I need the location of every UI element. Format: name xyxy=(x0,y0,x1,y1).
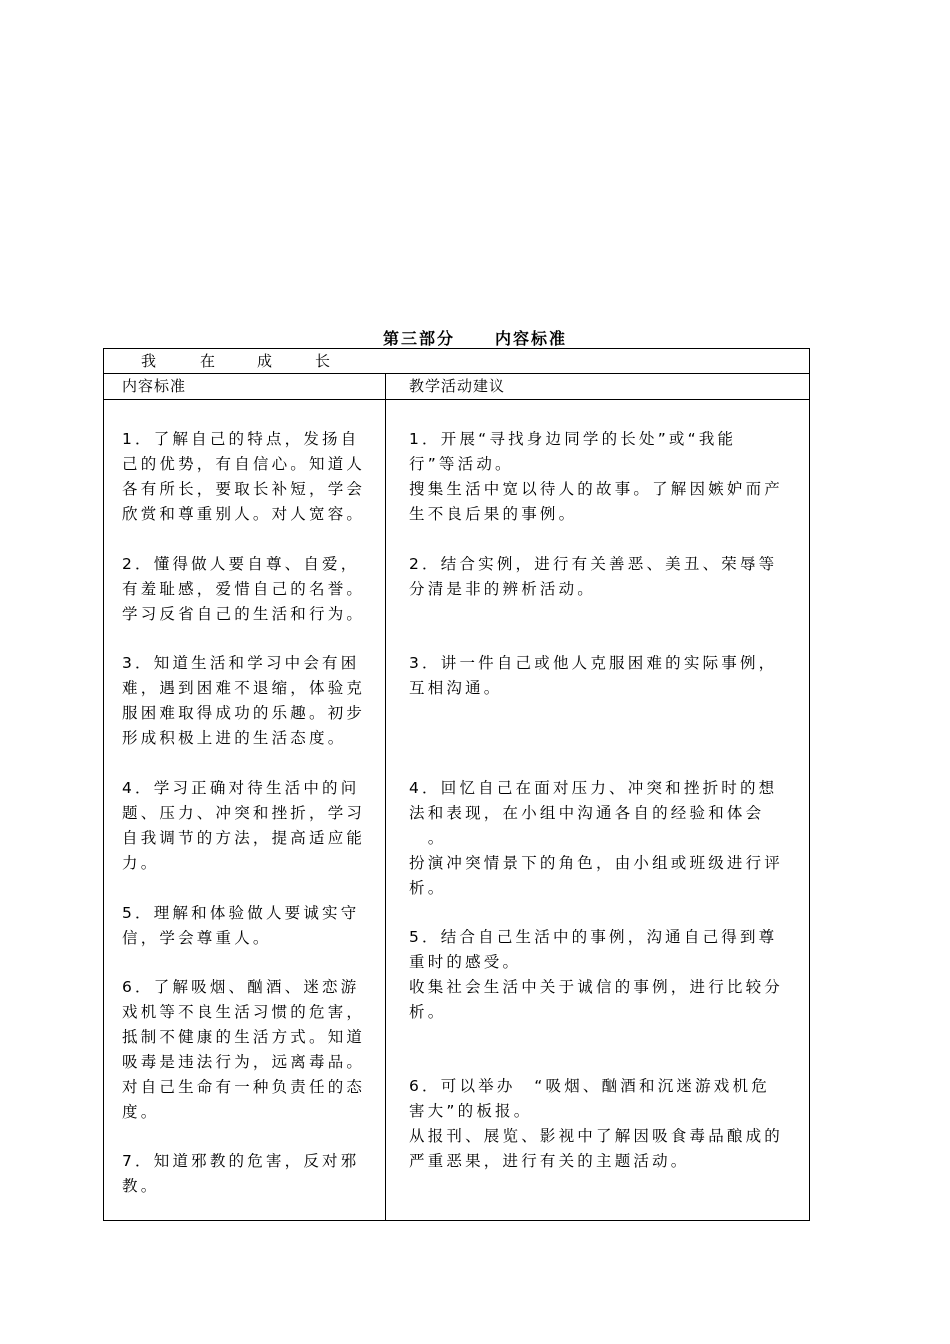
right-block-5: 5．结合自己生活中的事例，沟通自己得到尊 重时的感受。 收集社会生活中关于诚信的事例，进行比较分 析。 xyxy=(409,928,784,1021)
section-title-row xyxy=(104,349,809,374)
left-block-1: 1．了解自己的特点，发扬自 己的优势，有自信心。知道人 各有所长，要取长补短，学会 欣赏和尊重别人。对人宽容。 xyxy=(122,430,366,523)
left-block-3: 3．知道生活和学习中会有困 难，遇到困难不退缩，体验克 服困难取得成功的乐趣。初步 形成积极上进的生活态度。 xyxy=(122,654,366,747)
section-title-char: 长 xyxy=(315,352,331,370)
content-table xyxy=(103,348,810,1221)
left-block-7: 7．知道邪教的危害，反对邪 教。 xyxy=(122,1152,360,1195)
column-header-row xyxy=(104,374,809,400)
right-block-4: 4．回忆自己在面对压力、冲突和挫折时的想 法和表现，在小组中沟通各自的经验和体会 。 扮演冲突情景下的角色，由小组或班级进行评 析。 xyxy=(409,779,784,897)
section-title-char: 在 xyxy=(200,352,216,370)
left-column-header: 内容标准 xyxy=(122,377,187,395)
left-block-4: 4．学习正确对待生活中的问 题、压力、冲突和挫折，学习 自我调节的方法，提高适应能 力。 xyxy=(122,779,366,872)
heading-title: 内容标准 xyxy=(495,329,568,348)
right-block-2: 2．结合实例，进行有关善恶、美丑、荣辱等 分清是非的辨析活动。 xyxy=(409,555,778,598)
section-title-char: 我 xyxy=(141,352,157,370)
right-column-header: 教学活动建议 xyxy=(409,377,506,395)
right-block-6: 6．可以举办 “吸烟、酗酒和沉迷游戏机危 害大”的板报。 从报刊、展览、影视中了解因吸食毒品酿成的 严重恶果，进行有关的主题活动。 xyxy=(409,1077,784,1170)
section-title-char: 成 xyxy=(257,352,273,370)
heading-part: 第三部分 xyxy=(382,329,455,348)
left-block-6: 6．了解吸烟、酗酒、迷恋游 戏机等不良生活习惯的危害， 抵制不健康的生活方式。知道 吸毒是违法行为，远离毒品。 对自己生命有一种负责任的态 度。 xyxy=(122,978,366,1121)
right-block-1: 1．开展“寻找身边同学的长处”或“我能 行”等活动。 搜集生活中宽以待人的故事。了解因嫉妒而产 生不良后果的事例。 xyxy=(409,430,784,523)
column-divider xyxy=(385,374,386,1221)
left-block-5: 5．理解和体验做人要诚实守 信，学会尊重人。 xyxy=(122,904,360,947)
right-block-3: 3．讲一件自己或他人克服困难的实际事例， 互相沟通。 xyxy=(409,654,778,697)
page-heading xyxy=(0,326,950,349)
left-block-2: 2．懂得做人要自尊、自爱， 有羞耻感，爱惜自己的名誉。 学习反省自己的生活和行为。 xyxy=(122,555,366,623)
